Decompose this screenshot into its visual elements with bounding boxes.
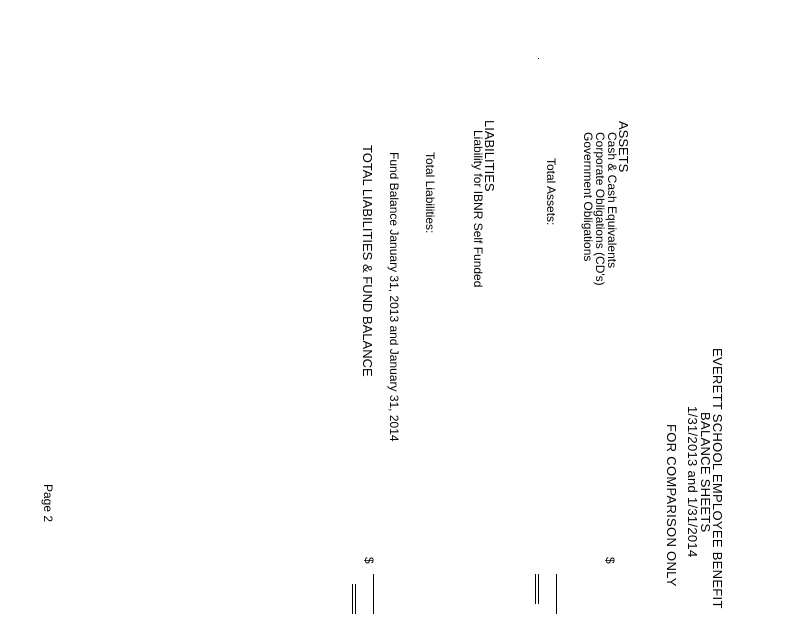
header-report-title: BALANCE SHEETS [698,412,713,533]
fund-balance-label: Fund Balance January 31, 2013 and January 31, 2014 [387,152,401,442]
total-liabilities-label: Total Liabilities: [423,152,437,234]
fund-balance-currency-symbol: $ [362,557,376,564]
total-assets-label: Total Assets: [544,158,558,226]
total-assets-double-rule [535,574,539,604]
asset-item-corporate-obligations: Corporate Obligations (CD's) [593,132,607,286]
assets-subtotal-rule [556,574,557,614]
assets-heading: ASSETS [616,121,631,173]
fund-balance-rule [373,574,374,614]
total-liabilities-fund-balance-double-rule [352,584,356,614]
stray-mark [538,58,539,59]
asset-item-government-obligations: Government Obligations [581,132,595,262]
header-org-title: EVERETT SCHOOL EMPLOYEE BENEFIT [710,348,725,609]
total-liabilities-fund-balance-label: TOTAL LIABILITIES & FUND BALANCE [360,145,375,377]
asset-item-cash: Cash & Cash Equivalents [605,132,619,269]
page-number: Page 2 [41,484,55,523]
liability-item-ibnr: Liability for IBNR Self Funded [471,130,485,288]
header-date-range: 1/31/2013 and 1/31/2014 [685,406,700,558]
assets-currency-symbol: $ [603,557,617,564]
liabilities-heading: LIABILITIES [482,120,497,192]
header-comparison-note: FOR COMPARISON ONLY [664,424,679,587]
